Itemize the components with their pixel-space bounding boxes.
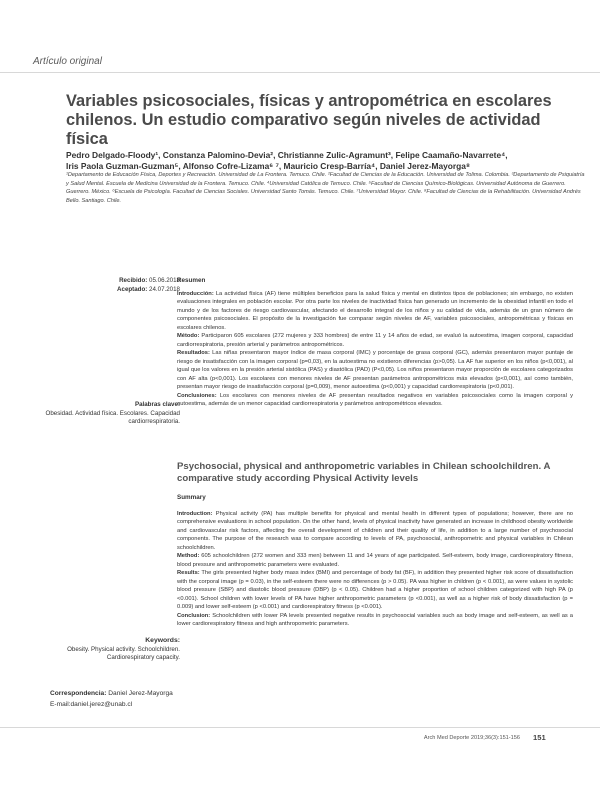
intro-label: Introducción: xyxy=(177,290,214,297)
method-label: Método: xyxy=(177,333,200,340)
method-label: Method: xyxy=(177,553,200,560)
results-label: Results: xyxy=(177,570,200,577)
abstract-es-conclusions xyxy=(177,392,573,409)
abstract-es xyxy=(177,277,573,409)
keywords-es-label: Palabras clave: xyxy=(134,401,180,408)
intro-label: Introduction: xyxy=(177,510,213,517)
accepted-value: 24.07.2018 xyxy=(149,286,180,293)
abstract-es-results xyxy=(177,349,573,392)
keywords-en xyxy=(40,637,180,663)
correspondence-name-line xyxy=(50,688,350,699)
correspondence-label: Correspondencia: xyxy=(50,690,107,697)
conclusion-label: Conclusion: xyxy=(177,612,211,619)
conclusion-text: Schoolchildren with lower PA levels presented negative results in psychosocial variables such as body image and self-esteem, as well as a lower cardiorespiratory fitness and high anthropometric parameters. xyxy=(177,612,573,628)
abstract-en xyxy=(177,494,573,629)
email-link[interactable]: daniel.jerez@unab.cl xyxy=(70,701,133,708)
abstract-es-method xyxy=(177,332,573,349)
received-value: 05.06.2018 xyxy=(149,277,180,284)
email-label: E-mail: xyxy=(50,701,71,708)
abstract-en-results xyxy=(177,569,573,612)
keywords-en-label: Keywords: xyxy=(145,637,180,644)
results-text: The girls presented higher body mass index (BMI) and percentage of body fat (BF), in addition they presented higher risk score of dissatisfaction with the corporal image (p = 0.03), in the self-esteem there were no differences (p > 0.05). PA was higher in children (p < 0.001), as were values in systolic blood pressure (SBP) and diastolic blood pressure (DBP) (p < 0.05). Children had a higher proportion of school children categorized with high PA (p <0.001). School children with lower levels of PA have higher anthropometric parameters (p <0.001), as well as a higher risk of body dissatisfaction (p = 0.009) and lower self-esteem (p <0.001) and cardiorespiratory fitness (p <0.001). xyxy=(177,570,573,611)
intro-text: La actividad física (AF) tiene múltiples beneficios para la salud física y mental en distintos tipos de poblaciones; sin embargo, no existen evaluaciones integrales en población escolar. Por otra parte los niveles de inactividad física han generado un incremento de la obesidad infantil en todo el mundo y de los factores de riesgo cardiovascular, afectando el desarrollo integral de los niños y su calidad de vida, además de un gran número de componentes psicosociales. El propósito de la investigación fue comparar según niveles de AF, variables psicosociales, antropométricas y físicas en escolares chilenos. xyxy=(177,290,573,331)
correspondence xyxy=(50,688,350,710)
correspondence-name: Daniel Jerez-Mayorga xyxy=(108,690,173,697)
received-date xyxy=(40,276,180,285)
affiliations: ¹Departamento de Educación Física, Deportes y Recreación. Universidad de La Frontera. Temuco. Chile. ²Facultad de Ciencias de la Educación. Universidad de Tolima. Colombia. ³Departamento de Psiquiatría y Salud Mental. Escuela de Medicina Universidad de la Frontera. Temuco. Chile. ⁴Universidad Católica de Temuco. Chile. ⁵Facultad de Ciencias Químico-Biológicas. Universidad Autónoma de Guerrero. Guerrero. México. ⁶Escuela de Psicología. Facultad de Ciencias Sociales. Universidad Santo Tomás. Temuco. Chile. ⁷Universidad Mayor. Chile. ⁸Facultad de Ciencias de la Rehabilitación. Universidad Andrés Bello. Santiago. Chile. xyxy=(66,172,585,204)
abstract-es-intro xyxy=(177,290,573,333)
footer-divider xyxy=(0,727,600,728)
authors-line-1: Pedro Delgado-Floody¹, Constanza Palomino-Devia², Christianne Zulic-Agramunt³, Felipe Caamaño-Navarrete⁴, xyxy=(66,150,508,160)
abstract-es-heading: Resumen xyxy=(177,277,206,284)
keywords-es-text: Obesidad. Actividad física. Escolares. Capacidad cardiorrespiratoria. xyxy=(45,409,180,425)
received-label: Recibido: xyxy=(119,277,148,284)
results-text: Las niñas presentaron mayor índice de masa corporal (IMC) y porcentaje de grasa corporal (GC), además presentaron mayor puntaje de riesgo de insatisfacción con la imagen corporal (p=0,03), en la autoestima no existieron diferencias (p>0,05). La AF fue superior en los niños (p<0,001), al igual que los valores en la presión arterial sistólica (PAS) y diastólica (PAD) (P<0,05). Los niños presentaron mayor proporción de escolares categorizados con AF alta (p<0,001). Los escolares con menores niveles de AF presentan parámetros antropométricos más elevados (p<0,001), así como también, presentan mayor riesgo de insatisfacción corporal (p=0,009), menor autoestima (p<0,001) y capacidad cardiorrespiratoria (p<0,001). xyxy=(177,350,574,391)
abstract-en-method xyxy=(177,552,573,569)
method-text: Participaron 605 escolares (272 mujeres y 333 hombres) de entre 11 y 14 años de edad, se evaluó la autoestima, imagen corporal, capacidad cardiorrespiratoria, presión arterial y parámetros antropométricos. xyxy=(177,333,573,348)
keywords-es xyxy=(40,401,180,427)
authors-line-2: Iris Paola Guzman-Guzman⁵, Alfonso Cofre-Lizama⁶ ⁷, Mauricio Cresp-Barría⁴, Daniel Jerez-Mayorga⁸ xyxy=(66,161,470,171)
page-number: 151 xyxy=(533,733,546,742)
author-list xyxy=(66,150,576,172)
method-text: 605 schoolchildren (272 women and 333 men) between 11 and 14 years of age participated. Self-esteem, body image, cardiorespiratory fitness, blood pressure and anthropometric parameters were evaluated. xyxy=(177,553,573,568)
header-divider xyxy=(0,72,600,73)
english-title: Psychosocial, physical and anthropometric variables in Chilean schoolchildren. A comparative study according Physical Activity levels xyxy=(177,461,551,484)
abstract-en-intro xyxy=(177,510,573,553)
results-label: Resultados: xyxy=(177,350,210,357)
keywords-en-text: Obesity. Physical activity. Schoolchildren. Cardiorespiratory capacity. xyxy=(67,645,180,661)
section-label: Artículo original xyxy=(33,56,102,67)
correspondence-email-line xyxy=(50,699,350,710)
accepted-label: Aceptado: xyxy=(117,286,148,293)
abstract-en-conclusion xyxy=(177,612,573,629)
conclusions-label: Conclusiones: xyxy=(177,392,217,399)
abstract-en-heading: Summary xyxy=(177,494,206,501)
article-title: Variables psicosociales, físicas y antropométrica en escolares chilenos. Un estudio comparativo según niveles de actividad física xyxy=(66,92,552,148)
intro-text: Physical activity (PA) has multiple benefits for physical and mental health in different types of populations; however, there are no comprehensive evaluations in school population. On the other hand, levels of physical inactivity have generated an increase in childhood obesity worldwide and cardiovascular risk factors, affecting the overall development of children and their quality of life, in addition to a large number of psychosocial components. The purpose of the research was to compare according to levels of PA, psychosocial, anthropometric and physical variables in Chilean schoolchildren. xyxy=(177,510,573,551)
journal-citation: Arch Med Deporte 2019;36(3):151-156 xyxy=(423,735,520,741)
accepted-date xyxy=(40,285,180,294)
conclusions-text: Los escolares con menores niveles de AF presentan resultados negativos en variables psicosociales como la imagen corporal y autoestima, además de un menor capacidad cardiorrespiratoria y parámetros antropométricos elevados. xyxy=(177,392,573,408)
article-dates xyxy=(40,276,180,294)
